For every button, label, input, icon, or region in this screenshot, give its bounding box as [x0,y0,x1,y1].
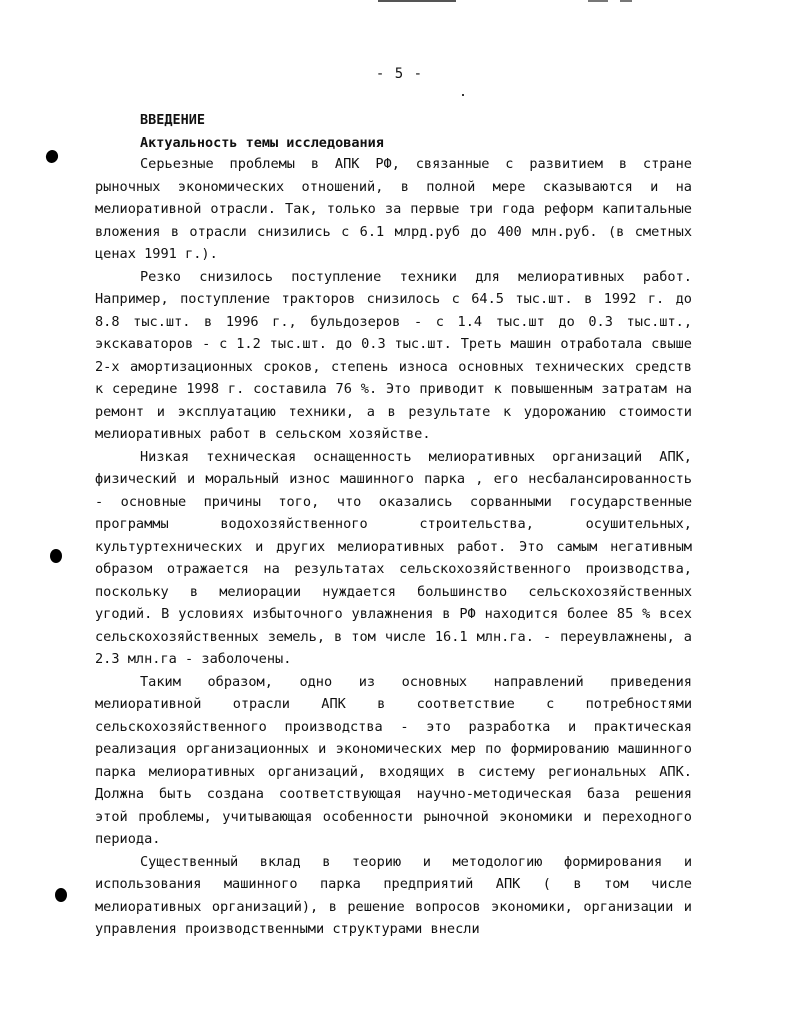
punch-hole-mark [44,148,60,164]
punch-hole-mark [55,888,67,902]
subsection-title: Актуальность темы исследования [140,135,384,151]
paragraph: Резко снизилось поступление техники для мелиоративных работ. Например, поступление тракторов снизилось с 64.5 тыс.шт. в 1992 г. до 8.8 тыс.шт. в 1996 г., бульдозеров - с 1.4 тыс.шт до 0.3 тыс.шт., экскаваторов - с 1.2 тыс.шт. до 0.3 тыс.шт. Треть машин отработала свыше 2-х амортизационных сроков, степень износа основных технических средств к середине 1998 г. составила 76 %. Это приводит к повышенным затратам на ремонт и эксплуатацию техники, а в результате к удорожанию стоимости мелиоративных работ в сельском хозяйстве. [95,268,692,442]
paragraph: Серьезные проблемы в АПК РФ, связанные с развитием в стране рыночных экономических отношений, в полной мере сказываются и на мелиоративной отрасли. Так, только за первые три года реформ капитальные вложения в отрасли снизились с 6.1 млрд.руб до 400 млн.руб. (в сметных ценах 1991 г.). [95,156,692,262]
page-number: - 5 - [375,66,424,82]
section-title: ВВЕДЕНИЕ [140,112,206,128]
body-text [95,153,692,941]
paragraph: Существенный вклад в теорию и методологию формирования и использования машинного парка предприятий АПК ( в том числе мелиоративных организаций), в решение вопросов экономики, организации и управления производственными структурами внесли [95,853,692,937]
paragraph: Низкая техническая оснащенность мелиоративных организаций АПК, физический и моральный износ машинного парка , его несбалансированность - основные причины того, что оказались сорванными государственные программы водохозяйственного строительства, осушительных, культуртехнических и других мелиоративных работ. Это самым негативным образом отражается на результатах сельскохозяйственного производства, поскольку в мелиорации нуждается большинство сельскохозяйственных угодий. В условиях избыточного увлажнения в РФ находится более 85 % всех сельскохозяйственных земель, в том числе 16.1 млн.га. - переувлажнены, а 2.3 млн.га - заболочены. [95,448,692,667]
paragraph: Таким образом, одно из основных направлений приведения мелиоративной отрасли АПК в соответствие с потребностями сельскохозяйственного производства - это разработка и практическая реализация организационных и экономических мер по формированию машинного парка мелиоративных организаций, входящих в систему региональных АПК. Должна быть создана соответствующая научно-методическая база решения этой проблемы, учитывающая особенности рыночной экономики и переходного периода. [95,673,692,847]
scan-edge-marks [370,0,670,6]
punch-hole-mark [50,549,62,563]
scan-speck [462,94,464,96]
